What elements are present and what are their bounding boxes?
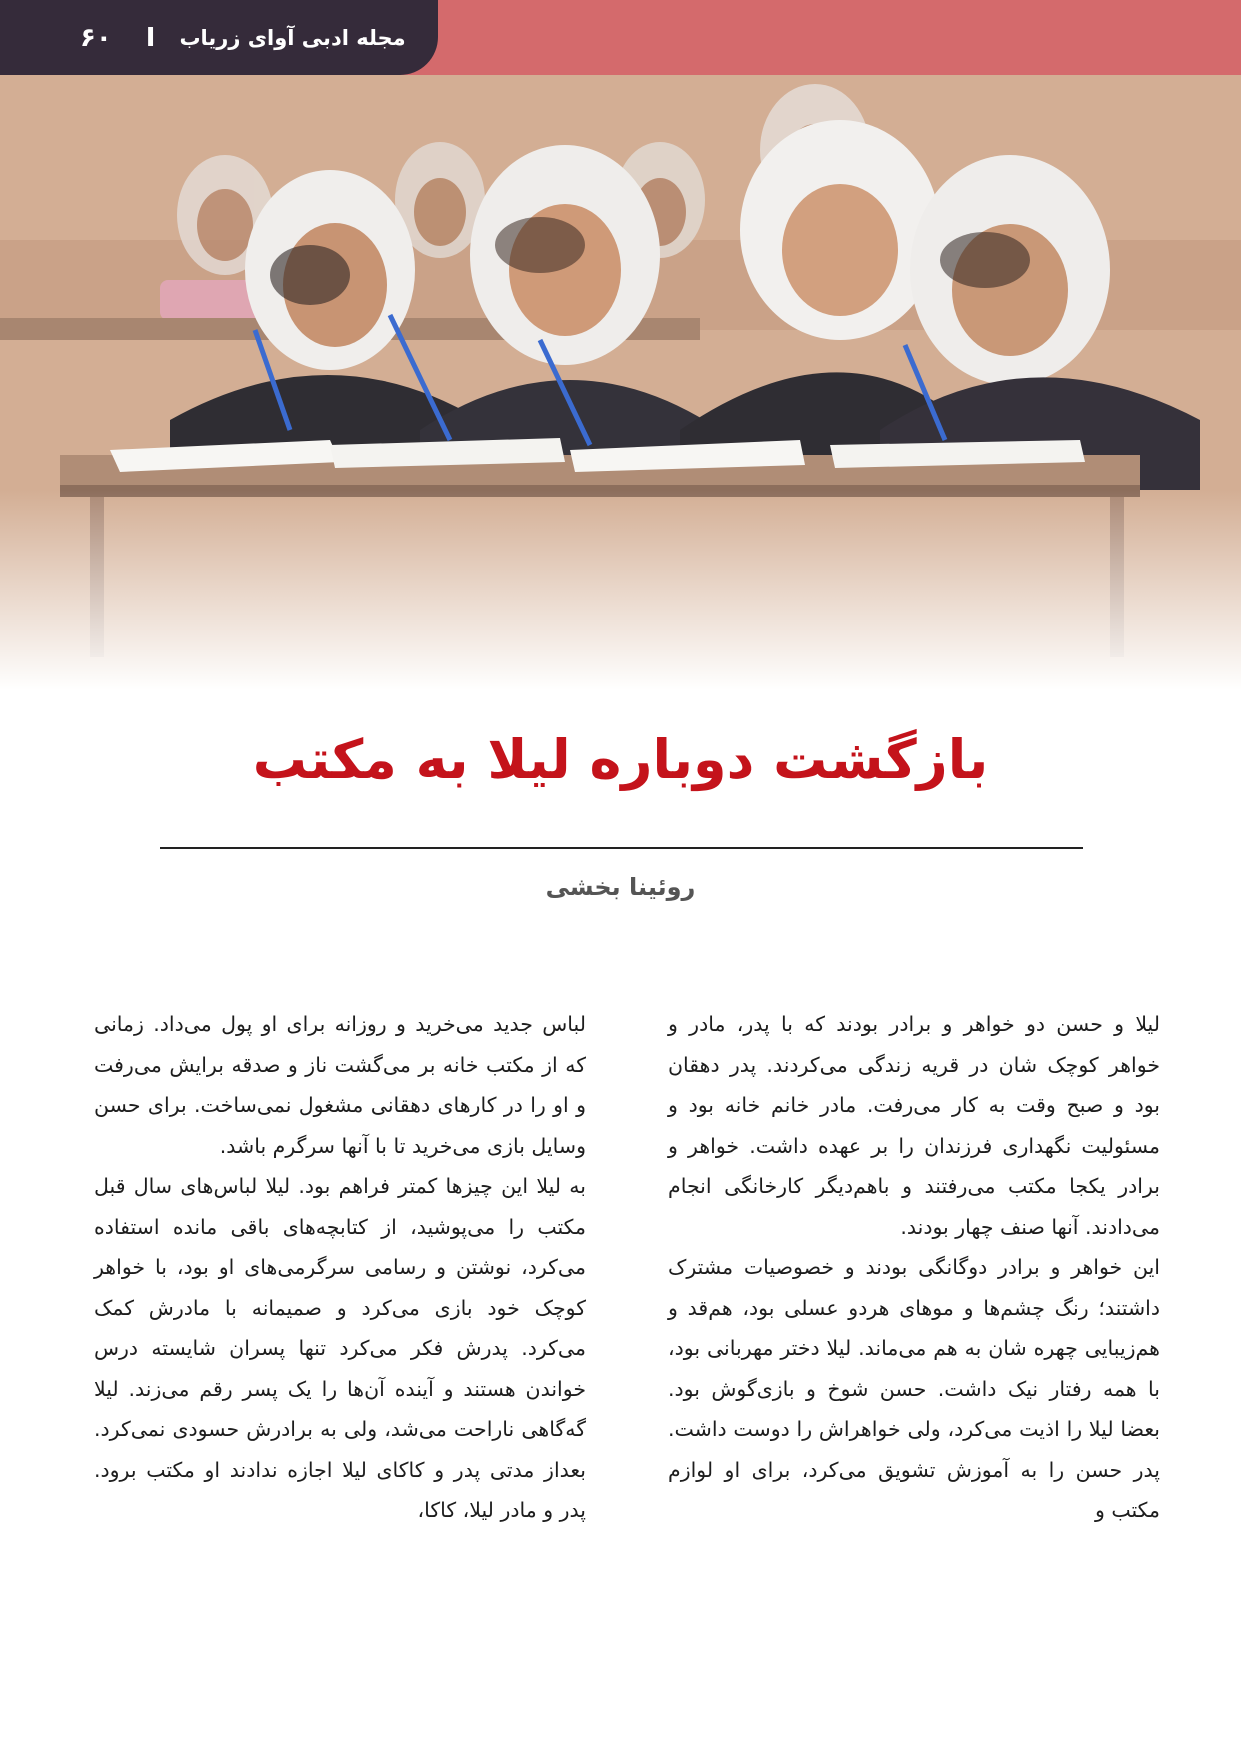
paragraph: این خواهر و برادر دوگانگی بودند و خصوصیات مشترک داشتند؛ رنگ چشم‌ها و موهای هردو عسلی بود، هم‌قد و هم‌زیبایی چهره شان به هم می‌ماند. لیلا دختر مهربانی بود، با همه رفتار نیک داشت. حسن شوخ و بازی‌گوش بود. بعضا لیلا را اذیت می‌کرد، ولی خواهراش را دوست داشت. پدر حسن را به آموزش تشویق می‌کرد، برای او لوازم مکتب و [668, 1255, 1160, 1522]
article-column-left [94, 1004, 586, 1531]
title-divider [160, 847, 1083, 849]
article-column-right [668, 1004, 1160, 1531]
paragraph: لیلا و حسن دو خواهر و برادر بودند که با پدر، مادر و خواهر کوچک شان در قریه زندگی می‌کردند. پدر دهقان بود و صبح وقت به کار می‌رفت. مادر خانم خانه بود و مسئولیت نگهداری فرزندان را بر عهده داشت. خواهر و برادر یکجا مکتب می‌رفتند و باهم‌دیگر کارخانگی انجام می‌دادند. آنها صنف چهار بودند. [668, 1012, 1160, 1239]
article-title: بازگشت دوباره لیلا به مکتب [252, 728, 989, 791]
paragraph: به لیلا این چیزها کمتر فراهم بود. لیلا لباس‌های سال قبل مکتب را می‌پوشید، از کتابچه‌های باقی مانده استفاده می‌کرد، نوشتن و رسامی سرگرمی‌های او بود، با خواهر کوچک خود بازی می‌کرد و صمیمانه با مادرش کمک می‌کرد. پدرش فکر می‌کرد تنها پسران شایسته درس خواندن هستند و آینده آن‌ها را یک پسر رقم می‌زند. لیلا گه‌گاهی ناراحت می‌شد، ولی به برادرش حسودی نمی‌کرد. بعداز مدتی پدر و کاکای لیلا اجازه ندادند او مکتب برود. پدر و مادر لیلا، کاکا، [94, 1174, 586, 1522]
paragraph: لباس جدید می‌خرید و روزانه برای او پول می‌داد. زمانی که از مکتب خانه بر می‌گشت ناز و صدقه برایش می‌رفت و او را در کارهای دهقانی مشغول نمی‌ساخت. برای حسن وسایل بازی می‌خرید تا با آنها سرگرم باشد. [94, 1012, 586, 1158]
article-author: روئینا بخشی [545, 873, 696, 901]
magazine-name: مجله ادبی آوای زریاب [179, 25, 406, 50]
page-number: ۶۰ [80, 22, 112, 53]
header-tab [0, 0, 438, 75]
classroom-photo [0, 0, 1241, 690]
header-separator: I [145, 22, 156, 53]
photo-fade [0, 490, 1241, 690]
